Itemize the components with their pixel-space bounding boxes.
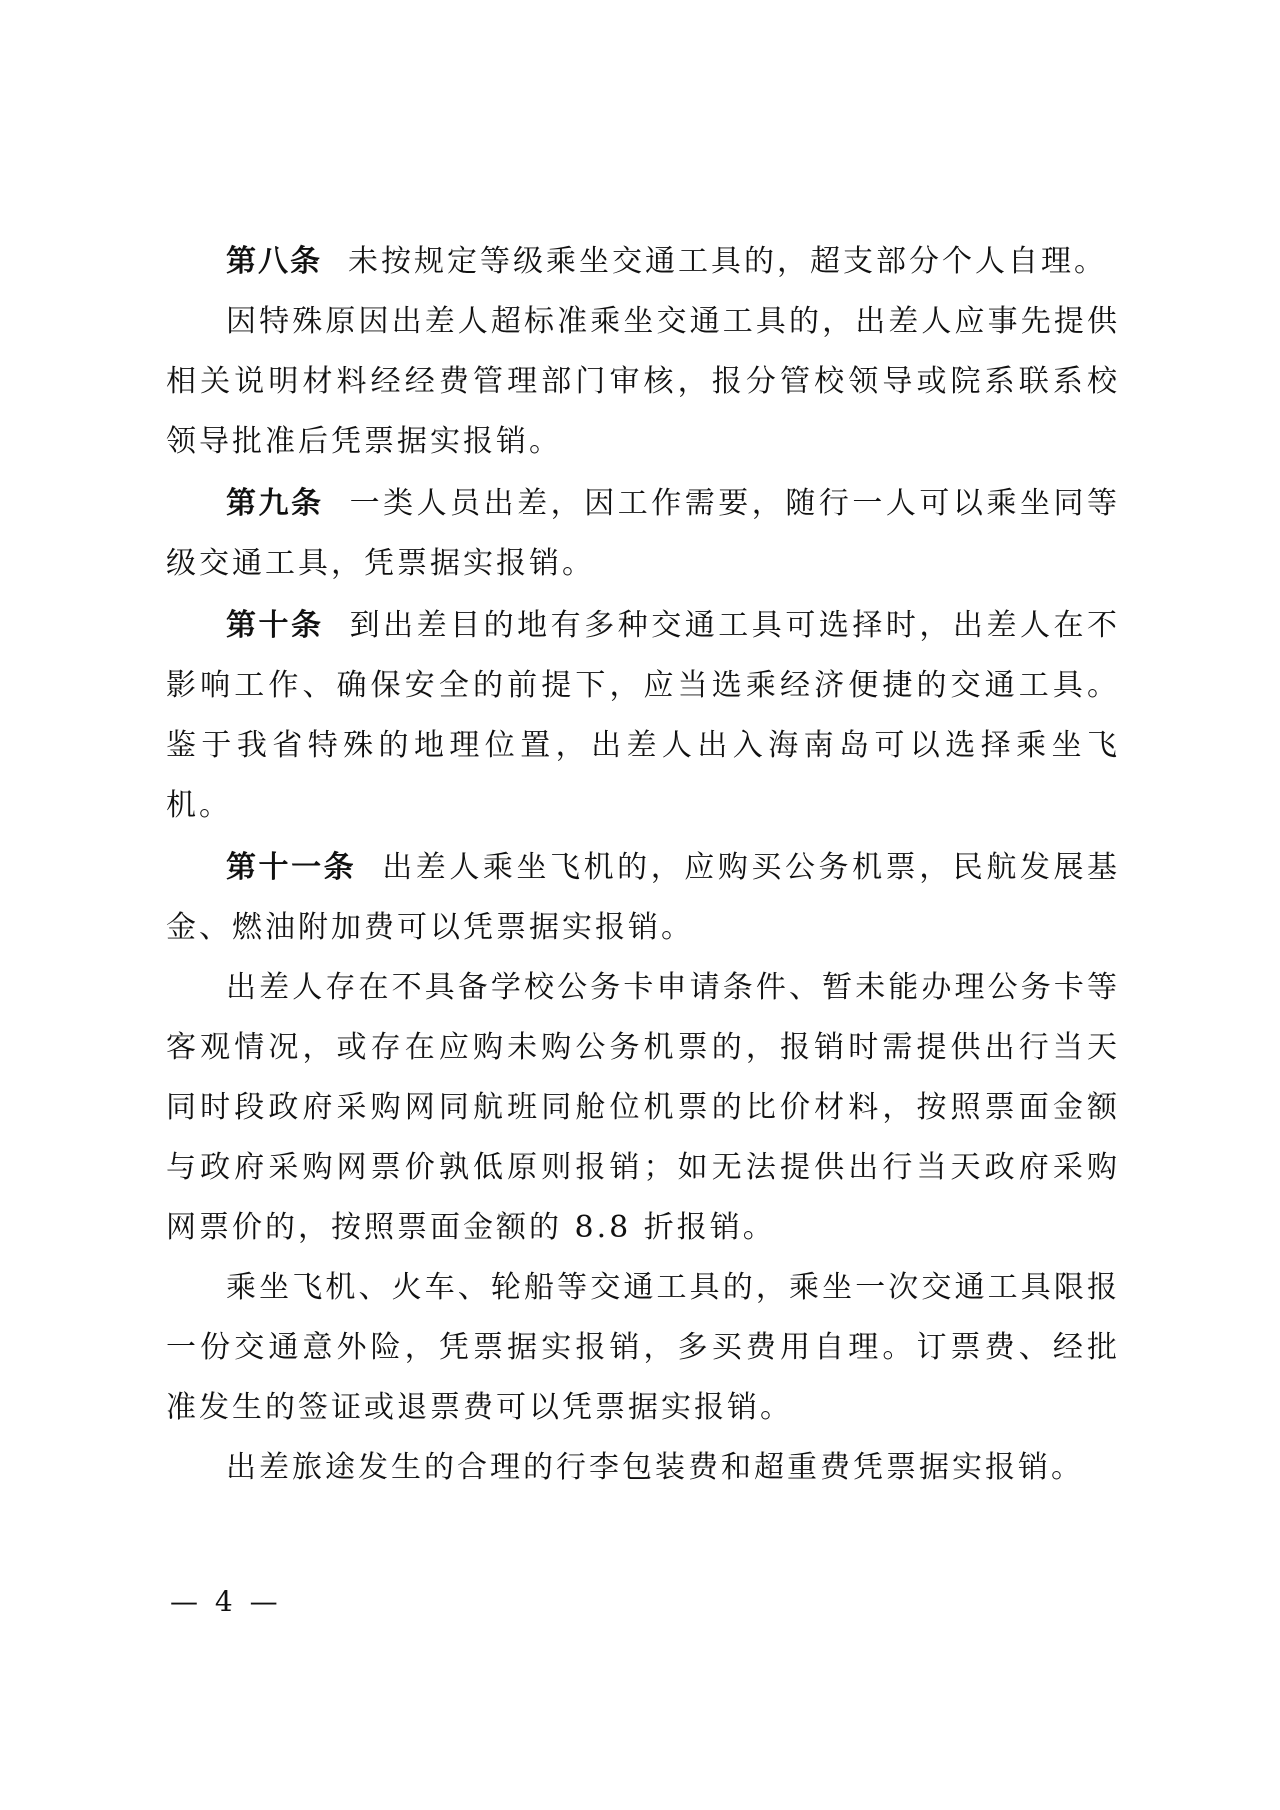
article-9-text: 一类人员出差，因工作需要，随行一人可以乘坐同等级交通工具，凭票据实报销。: [166, 486, 1121, 581]
article-11-paragraph: [166, 838, 1120, 958]
page-number: — 4 —: [170, 1585, 282, 1618]
article-9-paragraph: [166, 474, 1120, 594]
article-8-clause-2: [166, 292, 1120, 472]
article-11-clause-2-text: 出差人存在不具备学校公务卡申请条件、暂未能办理公务卡等客观情况，或存在应购未购公务机票的，报销时需提供出行当天同时段政府采购网同航班同舱位机票的比价材料，按照票面金额与政府采购网票价孰低原则报销；如无法提供出行当天政府采购网票价的，按照票面金额的 8.8 折报销。: [166, 970, 1120, 1245]
article-11-heading: 第十一条: [226, 850, 357, 885]
article-11-clause-4: [166, 1438, 1120, 1498]
article-8-heading: 第八条: [226, 244, 322, 279]
article-11-clause-3-text: 乘坐飞机、火车、轮船等交通工具的，乘坐一次交通工具限报一份交通意外险，凭票据实报销，多买费用自理。订票费、经批准发生的签证或退票费可以凭票据实报销。: [166, 1270, 1120, 1425]
article-10-paragraph: [166, 596, 1120, 836]
article-11-clause-4-text: 出差旅途发生的合理的行李包装费和超重费凭票据实报销。: [226, 1450, 1084, 1485]
article-9-heading: 第九条: [226, 486, 324, 521]
article-8-text: 未按规定等级乘坐交通工具的，超支部分个人自理。: [348, 244, 1107, 279]
article-10-heading: 第十条: [226, 608, 324, 643]
article-8-clause-2-text: 因特殊原因出差人超标准乘坐交通工具的，出差人应事先提供相关说明材料经经费管理部门审核，报分管校领导或院系联系校领导批准后凭票据实报销。: [166, 304, 1120, 459]
article-11-text: 出差人乘坐飞机的，应购买公务机票，民航发展基金、燃油附加费可以凭票据实报销。: [166, 850, 1121, 945]
article-8-paragraph: [166, 232, 1120, 292]
article-11-clause-2: [166, 958, 1120, 1258]
document-body: [166, 232, 1120, 1498]
article-10-text: 到出差目的地有多种交通工具可选择时，出差人在不影响工作、确保安全的前提下，应当选乘经济便捷的交通工具。鉴于我省特殊的地理位置，出差人出入海南岛可以选择乘坐飞机。: [166, 608, 1121, 823]
article-11-clause-3: [166, 1258, 1120, 1438]
